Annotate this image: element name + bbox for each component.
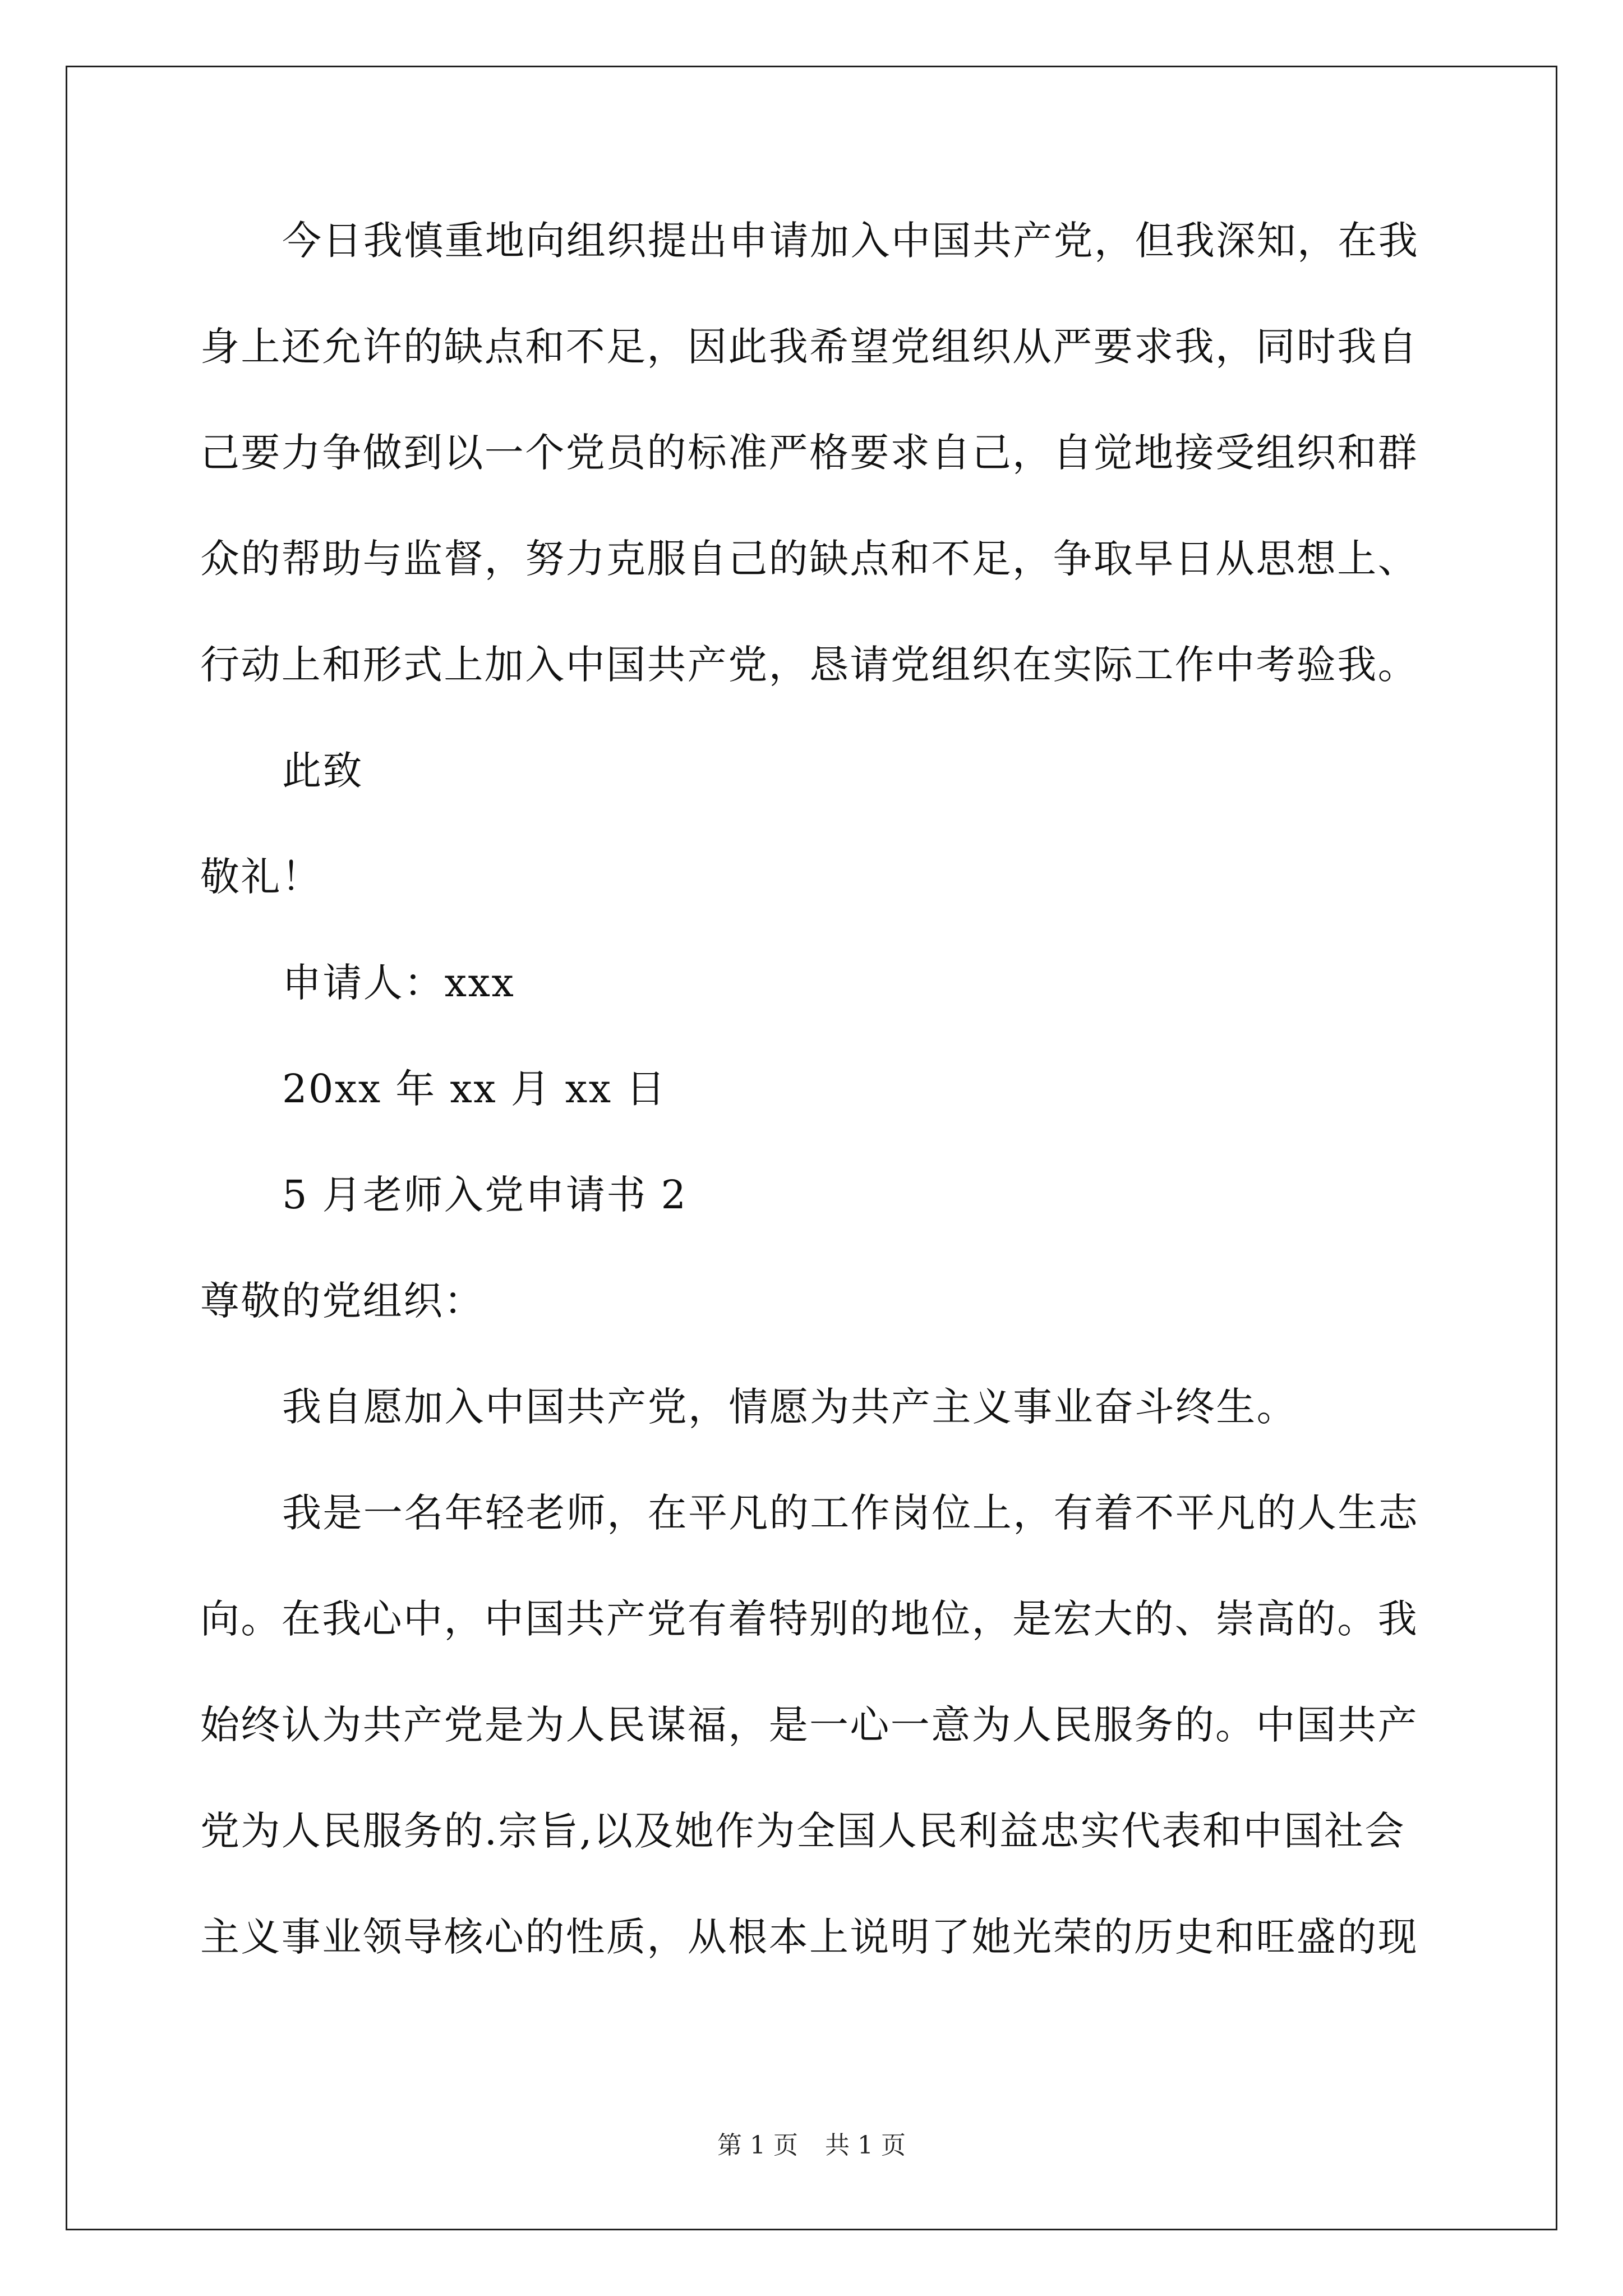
paragraph-line: 主义事业领导核心的性质，从根本上说明了她光荣的历史和旺盛的现 [200,1914,1418,1960]
section-title: 5 月老师入党申请书 2 [282,1172,688,1218]
applicant-line: 申请人：xxx [282,960,515,1006]
paragraph-line: 众的帮助与监督，努力克服自己的缺点和不足，争取早日从思想上、 [200,536,1418,582]
paragraph-line: 行动上和形式上加入中国共产党，恳请党组织在实际工作中考验我。 [200,642,1418,688]
paragraph-line: 今日我慎重地向组织提出申请加入中国共产党，但我深知，在我 [282,218,1419,264]
page-total: 共 1 页 [825,2131,906,2160]
greeting-line: 尊敬的党组织： [200,1278,485,1324]
paragraph-line: 党为人民服务的.宗旨,以及她作为全国人民利益忠实代表和中国社会 [200,1808,1405,1854]
date-line: 20xx 年 xx 月 xx 日 [282,1066,667,1112]
closing-line: 此致 [282,748,363,794]
document-body [200,214,1428,2017]
paragraph-line: 向。在我心中，中国共产党有着特别的地位，是宏大的、崇高的。我 [200,1596,1418,1642]
paragraph-line: 身上还允许的缺点和不足，因此我希望党组织从严要求我，同时我自 [200,324,1418,370]
paragraph-line: 己要力争做到以一个党员的标准严格要求自己，自觉地接受组织和群 [200,430,1418,476]
paragraph-line: 我是一名年轻老师，在平凡的工作岗位上，有着不平凡的人生志 [282,1490,1419,1536]
page-number: 第 1 页 [717,2131,798,2160]
page-footer [0,2129,1623,2162]
salutation-line: 敬礼！ [200,854,322,900]
paragraph-line: 我自愿加入中国共产党，情愿为共产主义事业奋斗终生。 [282,1384,1297,1430]
paragraph-line: 始终认为共产党是为人民谋福，是一心一意为人民服务的。中国共产 [200,1702,1418,1748]
